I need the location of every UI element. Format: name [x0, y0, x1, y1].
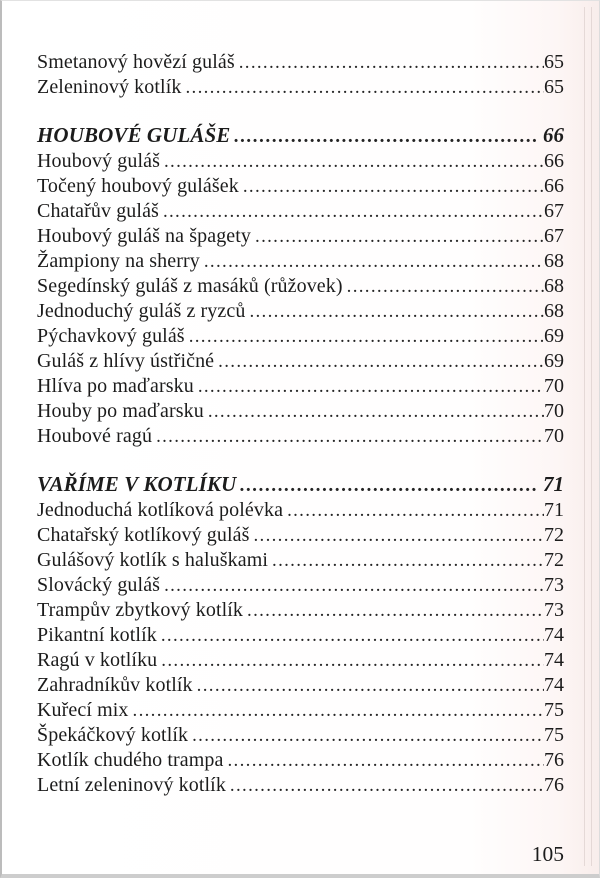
entry-page-number: 73 [544, 599, 564, 621]
entry-title: Slovácký guláš [37, 574, 161, 596]
entry-page-number: 72 [544, 549, 564, 571]
entry-page-number: 71 [544, 499, 564, 521]
toc-entry [37, 773, 564, 798]
toc-section-header [37, 472, 564, 498]
dot-leader [234, 123, 537, 149]
toc-entry [37, 349, 564, 374]
entry-title: Ragú v kotlíku [37, 649, 158, 671]
toc-entry [37, 224, 564, 249]
toc-entry [37, 498, 564, 523]
section-page-number: 71 [543, 472, 564, 496]
entry-page-number: 73 [544, 574, 564, 596]
dot-leader [240, 472, 537, 498]
page-edge-line [591, 7, 592, 866]
toc-entry [37, 374, 564, 399]
entry-title: Houbový guláš [37, 150, 160, 172]
section-page-number: 66 [543, 123, 564, 147]
entry-title: Letní zeleninový kotlík [37, 774, 226, 796]
toc-entry [37, 523, 564, 548]
toc-entry [37, 249, 564, 274]
entry-page-number: 72 [544, 524, 564, 546]
entry-page-number: 76 [544, 774, 564, 796]
entry-page-number: 74 [544, 674, 564, 696]
toc-entry [37, 174, 564, 199]
toc-entry [37, 149, 564, 174]
toc-entry [37, 648, 564, 673]
dot-leader [198, 374, 544, 399]
toc-entry [37, 299, 564, 324]
entry-page-number: 66 [544, 150, 564, 172]
entry-title: Točený houbový gulášek [37, 175, 239, 197]
dot-leader [208, 399, 544, 424]
entry-title: Jednoduchá kotlíková polévka [37, 499, 284, 521]
dot-leader [192, 723, 544, 748]
entry-title: Guláš z hlívy ústřičné [37, 350, 215, 372]
entry-title: Gulášový kotlík s haluškami [37, 549, 269, 571]
dot-leader [204, 249, 544, 274]
dot-leader [230, 773, 544, 798]
toc-section [37, 123, 564, 449]
entry-title: Kuřecí mix [37, 699, 129, 721]
entry-page-number: 69 [544, 350, 564, 372]
entry-page-number: 66 [544, 175, 564, 197]
toc-entry [37, 723, 564, 748]
toc-entry [37, 399, 564, 424]
table-of-contents [2, 1, 599, 798]
toc-entry [37, 573, 564, 598]
toc-entry [37, 50, 564, 75]
toc-section [37, 50, 564, 100]
entry-title: Houbový guláš na špagety [37, 225, 252, 247]
toc-entry [37, 424, 564, 449]
dot-leader [239, 50, 544, 75]
toc-entry [37, 274, 564, 299]
entry-page-number: 67 [544, 200, 564, 222]
entry-page-number: 69 [544, 325, 564, 347]
toc-entry [37, 598, 564, 623]
entry-title: Segedínský guláš z masáků (růžovek) [37, 275, 343, 297]
dot-leader [272, 548, 544, 573]
entry-title: Trampův zbytkový kotlík [37, 599, 244, 621]
entry-title: Zahradníkův kotlík [37, 674, 193, 696]
entry-page-number: 65 [544, 76, 564, 98]
dot-leader [243, 174, 544, 199]
dot-leader [189, 324, 544, 349]
dot-leader [247, 598, 544, 623]
dot-leader [287, 498, 544, 523]
entry-title: Žampiony na sherry [37, 250, 200, 272]
toc-entry [37, 748, 564, 773]
entry-title: Chatařský kotlíkový guláš [37, 524, 250, 546]
dot-leader [249, 299, 544, 324]
dot-leader [253, 523, 544, 548]
entry-title: Kotlík chudého trampa [37, 749, 224, 771]
dot-leader [161, 648, 544, 673]
dot-leader [164, 573, 544, 598]
entry-page-number: 70 [544, 375, 564, 397]
entry-title: Houbové ragú [37, 425, 153, 447]
entry-title: Špekáčkový kotlík [37, 724, 189, 746]
toc-entry [37, 698, 564, 723]
dot-leader [133, 698, 544, 723]
toc-entry [37, 199, 564, 224]
dot-leader [347, 274, 544, 299]
entry-page-number: 68 [544, 300, 564, 322]
entry-page-number: 68 [544, 275, 564, 297]
entry-title: Houby po maďarsku [37, 400, 204, 422]
entry-title: Hlíva po maďarsku [37, 375, 194, 397]
page-edge-line [584, 7, 585, 866]
entry-page-number: 75 [544, 699, 564, 721]
toc-entry [37, 75, 564, 100]
entry-page-number: 74 [544, 624, 564, 646]
dot-leader [156, 424, 544, 449]
entry-title: Jednoduchý guláš z ryzců [37, 300, 246, 322]
page-number: 105 [531, 842, 564, 866]
section-title: VAŘÍME V KOTLÍKU [37, 472, 237, 496]
entry-title: Pikantní kotlík [37, 624, 157, 646]
entry-title: Pýchavkový guláš [37, 325, 185, 347]
entry-title: Zeleninový kotlík [37, 76, 182, 98]
entry-title: Smetanový hovězí guláš [37, 51, 235, 73]
section-title: HOUBOVÉ GULÁŠE [37, 123, 231, 147]
entry-page-number: 67 [544, 225, 564, 247]
dot-leader [218, 349, 544, 374]
toc-entry [37, 324, 564, 349]
entry-page-number: 68 [544, 250, 564, 272]
entry-title: Chatařův guláš [37, 200, 159, 222]
entry-page-number: 76 [544, 749, 564, 771]
toc-entry [37, 623, 564, 648]
toc-section-header [37, 123, 564, 149]
entry-page-number: 65 [544, 51, 564, 73]
toc-entry [37, 673, 564, 698]
entry-page-number: 70 [544, 425, 564, 447]
dot-leader [228, 748, 545, 773]
dot-leader [164, 149, 544, 174]
dot-leader [197, 673, 544, 698]
toc-section [37, 472, 564, 798]
entry-page-number: 75 [544, 724, 564, 746]
dot-leader [185, 75, 544, 100]
dot-leader [255, 224, 544, 249]
entry-page-number: 74 [544, 649, 564, 671]
dot-leader [161, 623, 544, 648]
toc-entry [37, 548, 564, 573]
dot-leader [163, 199, 544, 224]
entry-page-number: 70 [544, 400, 564, 422]
